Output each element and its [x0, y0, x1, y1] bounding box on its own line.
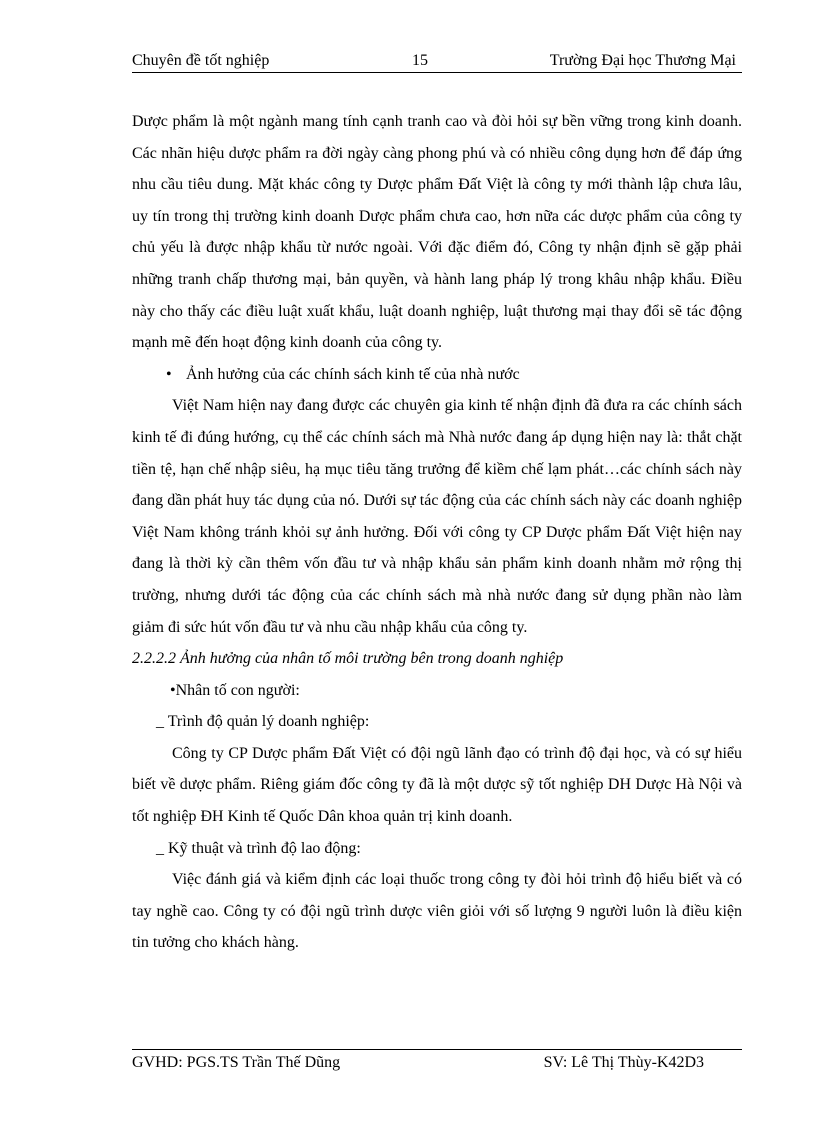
subheading-management: _ Trình độ quản lý doanh nghiệp:	[156, 713, 370, 731]
page-number: 15	[412, 52, 428, 69]
footer-supervisor: GVHD: PGS.TS Trần Thế Dũng	[132, 1054, 341, 1071]
page-header	[132, 50, 742, 73]
bullet-icon: •	[166, 365, 172, 383]
header-university: Trường Đại học Thương Mại	[549, 52, 736, 69]
bullet-human-factor: •Nhân tố con người:	[170, 681, 300, 699]
page-body	[132, 106, 742, 959]
bullet-label: Ảnh hưởng của các chính sách kinh tế của nhà nước	[186, 365, 520, 383]
paragraph-technical: Việc đánh giá và kiểm định các loại thuốc trong công ty đòi hỏi trình độ hiểu biết và có tay nghề cao. Công ty có đội ngũ trình dược viên giỏi với số lượng 9 người luôn là điều kiện tin tưởng cho khách hàng.	[132, 871, 742, 952]
paragraph-pharma-industry: Dược phẩm là một ngành mang tính cạnh tranh cao và đòi hỏi sự bền vững trong kinh doanh. Các nhãn hiệu dược phẩm ra đời ngày càng phong phú và có nhiều công dụng hơn để đáp ứng nhu cầu tiêu dung. Mặt khác công ty Dược phẩm Đất Việt là công ty mới thành lập chưa lâu, uy tín trong thị trường kinh doanh Dược phẩm chưa cao, hơn nữa các dược phẩm của công ty chủ yếu là được nhập khẩu từ nước ngoài. Với đặc điểm đó, Công ty nhận định sẽ gặp phải những tranh chấp thương mại, bản quyền, và hành lang pháp lý trong khâu nhập khẩu. Điều này cho thấy các điều luật xuất khẩu, luật doanh nghiệp, luật thương mại thay đổi sẽ tác động mạnh mẽ đến hoạt động kinh doanh của công ty.	[132, 113, 742, 352]
subheading-technical: _ Kỹ thuật và trình độ lao động:	[156, 839, 361, 857]
page-footer	[132, 1049, 742, 1074]
header-document-type: Chuyên đề tốt nghiệp	[132, 52, 270, 69]
bullet-economic-policy	[132, 359, 742, 391]
footer-student: SV: Lê Thị Thùy-K42D3	[543, 1054, 704, 1071]
paragraph-management: Công ty CP Dược phẩm Đất Việt có đội ngũ lãnh đạo có trình độ đại học, và có sự hiểu biết về dược phẩm. Riêng giám đốc công ty đã là một dược sỹ tốt nghiệp DH Dược Hà Nội và tốt nghiệp ĐH Kinh tế Quốc Dân khoa quản trị kinh doanh.	[132, 744, 742, 826]
paragraph-economic-policy: Việt Nam hiện nay đang được các chuyên gia kinh tế nhận định đã đưa ra các chính sách kinh tế đi đúng hướng, cụ thể các chính sách mà Nhà nước đang áp dụng hiện nay là: thắt chặt tiền tệ, hạn chế nhập siêu, hạ mục tiêu tăng trưởng để kiềm chế lạm phát…các chính sách này đang dần phát huy tác dụng của nó. Dưới sự tác động của các chính sách này các doanh nghiệp Việt Nam không tránh khỏi sự ảnh hưởng. Đối với công ty CP Dược phẩm Đất Việt hiện nay đang là thời kỳ cần thêm vốn đầu tư và nhập khẩu sản phẩm kinh doanh nhằm mở rộng thị trường, nhưng dưới tác động của các chính sách mà nhà nước đang sử dụng phần nào làm giảm đi sức hút vốn đầu tư và nhu cầu nhập khẩu của công ty.	[132, 397, 742, 636]
section-heading: 2.2.2.2 Ảnh hưởng của nhân tố môi trường bên trong doanh nghiệp	[132, 650, 564, 668]
